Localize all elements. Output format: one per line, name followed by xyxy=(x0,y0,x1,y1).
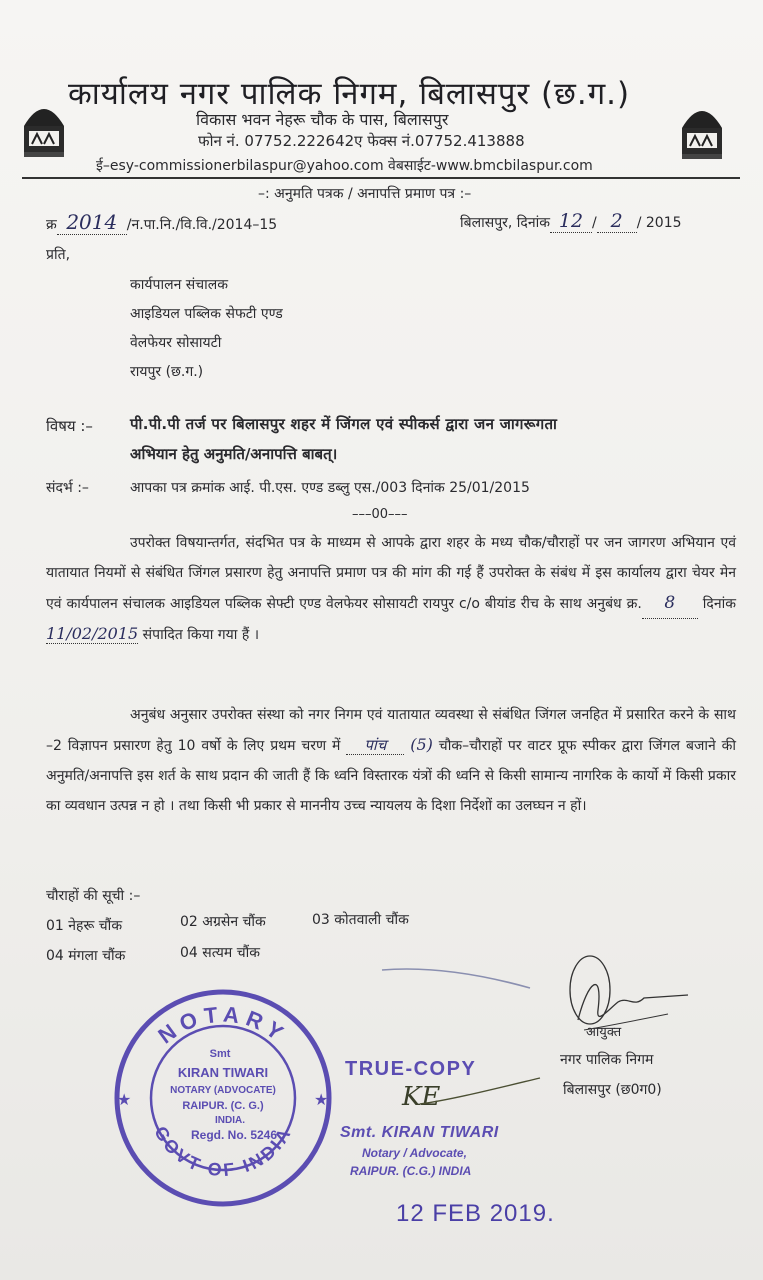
paragraph-2: अनुबंध अनुसार उपरोक्त संस्था को नगर निगम एवं यातायात व्यवस्था से संबंधित जिंगल जनहित में प्रसारित करने के साथ –2 विज्ञापन प्रसारण हेतु 10 वर्षो के लिए प्रथम चरण में पांच (5) चौक–चौराहों पर वाटर प्रूफ स्पीकर द्वारा जिंगल बजाने की अनुमति/अनापत्ति इस शर्त के साथ प्रदान की जाती हैं कि ध्वनि विस्तारक यंत्रों की ध्वनि से किसी सामान्य नागरिक के कार्यो में किसी प्रकार का व्यवधान उत्पन्न न हो । तथा किसी भी प्रकार से माननीय उच्च न्यायलय के दिशा निर्देशों का उलघ्घन न हों। xyxy=(46,707,737,814)
svg-text:★: ★ xyxy=(314,1090,329,1109)
count-number-handwritten: (5) xyxy=(410,735,433,754)
to-label: प्रति, xyxy=(46,247,71,263)
seal-role: NOTARY (ADVOCATE) xyxy=(170,1085,276,1096)
date-month: 2 xyxy=(610,210,623,232)
true-copy-name: Smt. KIRAN TIWARI xyxy=(340,1124,499,1141)
seal-govt-text: GOVT OF INDIA xyxy=(150,1122,296,1181)
ref-number-handwritten: 2014 xyxy=(66,210,118,234)
signatory-title: आयुक्त xyxy=(586,1025,622,1040)
letter-date: बिलासपुर, दिनांक 12 / 2 / 2015 xyxy=(460,210,682,232)
seal-country: INDIA. xyxy=(215,1115,245,1126)
municipal-emblem-icon xyxy=(20,98,68,160)
seal-smt: Smt xyxy=(209,1048,231,1060)
junction-list-label: चौराहों की सूची :– xyxy=(46,888,141,904)
addressee-line: रायपुर (छ.ग.) xyxy=(130,364,204,380)
true-copy-label: TRUE-COPY xyxy=(345,1058,477,1080)
initials-stroke xyxy=(410,1070,550,1110)
junction-item: 01 नेहरू चौंक xyxy=(46,918,123,934)
count-word-handwritten: पांच xyxy=(346,736,404,755)
true-copy-role: Notary / Advocate, xyxy=(362,1146,467,1160)
paragraph-1: उपरोक्त विषयान्तर्गत, संदभित पत्र के माध्यम से आपके द्वारा शहर के मध्य चौक/चौराहों पर जन जागरण अभियान एवं यातायात नियमों से संबंधित जिंगल प्रसारण हेतु अनापत्ति प्रमाण पत्र की मांग की गई हैं उपरोक्त के संबंध में इस कार्यालय द्वारा चेयर मेन एवं कार्यपालन संचालक आइडियल पब्लिक सेफ्टी एण्ड वेलफेयर सोसायटी रायपुर c/o बीयांड रीच के साथ अनुबंध क्र. 8 दिनांक 11/02/2015 संपादित किया गया हैं । xyxy=(46,535,736,643)
letterhead-address: विकास भवन नेहरू चौक के पास, बिलासपुर xyxy=(196,110,449,129)
ref-suffix: /न.पा.नि./वि.वि./2014–15 xyxy=(126,217,278,233)
letterhead-title: कार्यालय नगर पालिक निगम, बिलासपुर (छ.ग.) xyxy=(68,76,631,112)
subject-line-2: अभियान हेतु अनुमति/अनापत्ति बाबत्। xyxy=(130,445,338,463)
junction-item: 02 अग्रसेन चौंक xyxy=(180,914,266,930)
seal-name: KIRAN TIWARI xyxy=(177,1065,269,1080)
subject-line-1: पी.पी.पी तर्ज पर बिलासपुर शहर में जिंगल एवं स्पीकर्स द्वारा जन जागरूगता xyxy=(130,415,558,433)
addressee-line: कार्यपालन संचालक xyxy=(130,277,229,293)
addressee-line: आइडियल पब्लिक सेफटी एण्ड xyxy=(130,306,283,322)
notary-seal xyxy=(110,985,336,1211)
separator: –––00––– xyxy=(352,507,408,522)
ref-prefix: क्र xyxy=(46,217,57,233)
junction-item: 04 मंगला चौंक xyxy=(46,948,126,964)
date-day: 12 xyxy=(558,210,584,232)
reference-label: संदर्भ :– xyxy=(46,480,89,496)
date-label: बिलासपुर, दिनांक xyxy=(460,215,550,231)
municipal-emblem-icon xyxy=(678,100,726,162)
true-copy-place: RAIPUR. (C.G.) INDIA xyxy=(350,1164,472,1178)
subject-label: विषय :– xyxy=(46,417,93,435)
seal-regd: Regd. No. 5246 xyxy=(190,1128,278,1142)
reference-number xyxy=(46,210,277,235)
letterhead-phone-fax: फोन नं. 07752.222642ए फेक्स नं.07752.413888 xyxy=(198,132,525,150)
signatory-place: बिलासपुर (छ0ग0) xyxy=(563,1082,662,1098)
reference-text: आपका पत्र क्रमांक आई. पी.एस. एण्ड डब्लु एस./003 दिनांक 25/01/2015 xyxy=(130,480,530,496)
seal-notary-text: NOTARY xyxy=(153,1001,293,1049)
pen-stroke xyxy=(380,960,540,1000)
commissioner-signature xyxy=(548,950,698,1050)
notary-initials: KE xyxy=(402,1082,441,1112)
junction-item: 04 सत्यम चौंक xyxy=(180,945,260,961)
junction-item: 03 कोतवाली चौंक xyxy=(312,912,409,928)
signatory-org: नगर पालिक निगम xyxy=(560,1052,654,1068)
agreement-number-handwritten: 8 xyxy=(642,588,698,619)
letterhead-rule xyxy=(22,177,740,179)
true-copy-date: 12 FEB 2019. xyxy=(396,1200,555,1227)
letterhead-email-web: ई–esy-commissionerbilaspur@yahoo.com वेबसाईट-www.bmcbilaspur.com xyxy=(96,158,593,174)
agreement-date-handwritten: 11/02/2015 xyxy=(46,624,139,643)
svg-text:★: ★ xyxy=(117,1090,132,1109)
date-year: / 2015 xyxy=(636,215,682,231)
document-title: –: अनुमति पत्रक / अनापत्ति प्रमाण पत्र :– xyxy=(258,186,472,202)
addressee-line: वेलफेयर सोसायटी xyxy=(130,335,222,351)
svg-text:NOTARY xyxy=(153,1001,292,1048)
seal-place: RAIPUR. (C. G.) xyxy=(182,1100,264,1112)
